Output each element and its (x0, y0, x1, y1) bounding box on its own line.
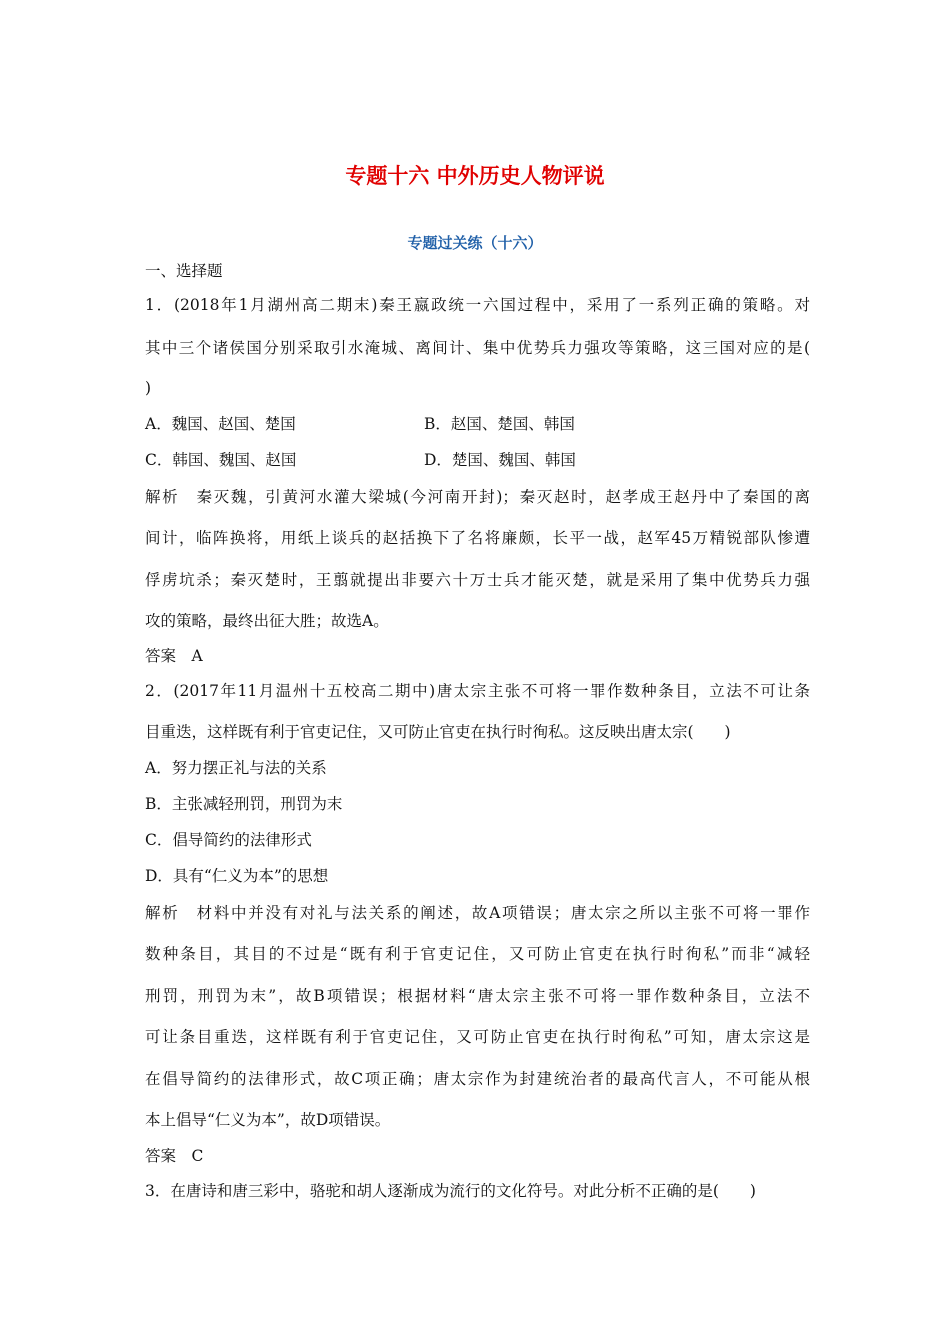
q1-stem-line-1: 1．(2018年1月湖州高二期末)秦王嬴政统一六国过程中，采用了一系列正确的策略。对 (145, 296, 810, 314)
q1-analysis-line-1: 解析 秦灭魏，引黄河水灌大梁城(今河南开封)；秦灭赵时，赵孝成王赵丹中了秦国的离 (145, 488, 810, 506)
q2-option-b: B．主张减轻刑罚，刑罚为末 (145, 795, 343, 813)
q2-option-c: C．倡导简约的法律形式 (145, 831, 312, 849)
q2-analysis-line-1: 解析 材料中并没有对礼与法关系的阐述，故A项错误；唐太宗之所以主张不可将一罪作 (145, 904, 810, 922)
q2-option-a: A．努力摆正礼与法的关系 (145, 759, 327, 777)
q1-answer: 答案 A (145, 647, 203, 665)
q2-analysis-line-4: 可让条目重迭，这样既有利于官吏记住，又可防止官吏在执行时徇私”可知，唐太宗这是 (145, 1028, 810, 1046)
q1-stem-line-3: ) (145, 379, 152, 397)
q2-analysis-line-3: 刑罚，刑罚为末”，故B项错误；根据材料“唐太宗主张不可将一罪作数种条目，立法不 (145, 987, 810, 1005)
q1-analysis-line-4: 攻的策略，最终出征大胜；故选A。 (145, 612, 389, 630)
q2-option-d: D．具有“仁义为本”的思想 (145, 867, 329, 885)
q1-analysis-line-2: 间计，临阵换将，用纸上谈兵的赵括换下了名将廉颇，长平一战，赵军45万精锐部队惨遭 (145, 529, 810, 547)
q2-stem-line-1: 2．(2017年11月温州十五校高二期中)唐太宗主张不可将一罪作数种条目，立法不可让条 (145, 682, 810, 700)
q2-analysis-line-6: 本上倡导“仁义为本”，故D项错误。 (145, 1111, 391, 1129)
page-subtitle: 专题过关练（十六） (407, 234, 543, 252)
q1-option-d: D．楚国、魏国、韩国 (424, 451, 576, 469)
page-title: 专题十六 中外历史人物评说 (345, 164, 605, 188)
q2-stem-line-2: 目重迭，这样既有利于官吏记住，又可防止官吏在执行时徇私。这反映出唐太宗( ) (145, 723, 731, 741)
q1-option-c: C．韩国、魏国、赵国 (145, 451, 297, 469)
q1-stem-line-2: 其中三个诸侯国分别采取引水淹城、离间计、集中优势兵力强攻等策略，这三国对应的是( (145, 339, 810, 357)
q1-option-b: B．赵国、楚国、韩国 (424, 415, 575, 433)
q2-analysis-line-2: 数种条目，其目的不过是“既有利于官吏记住，又可防止官吏在执行时徇私”而非“减轻 (145, 945, 810, 963)
section-label: 一、选择题 (145, 262, 223, 280)
q1-analysis-line-3: 俘虏坑杀；秦灭楚时，王翦就提出非要六十万士兵才能灭楚，就是采用了集中优势兵力强 (145, 571, 810, 589)
q1-option-a: A．魏国、赵国、楚国 (145, 415, 296, 433)
q3-stem: 3．在唐诗和唐三彩中，骆驼和胡人逐渐成为流行的文化符号。对此分析不正确的是( ) (145, 1182, 756, 1200)
q2-analysis-line-5: 在倡导简约的法律形式，故C项正确；唐太宗作为封建统治者的最高代言人，不可能从根 (145, 1070, 810, 1088)
q2-answer: 答案 C (145, 1147, 204, 1165)
